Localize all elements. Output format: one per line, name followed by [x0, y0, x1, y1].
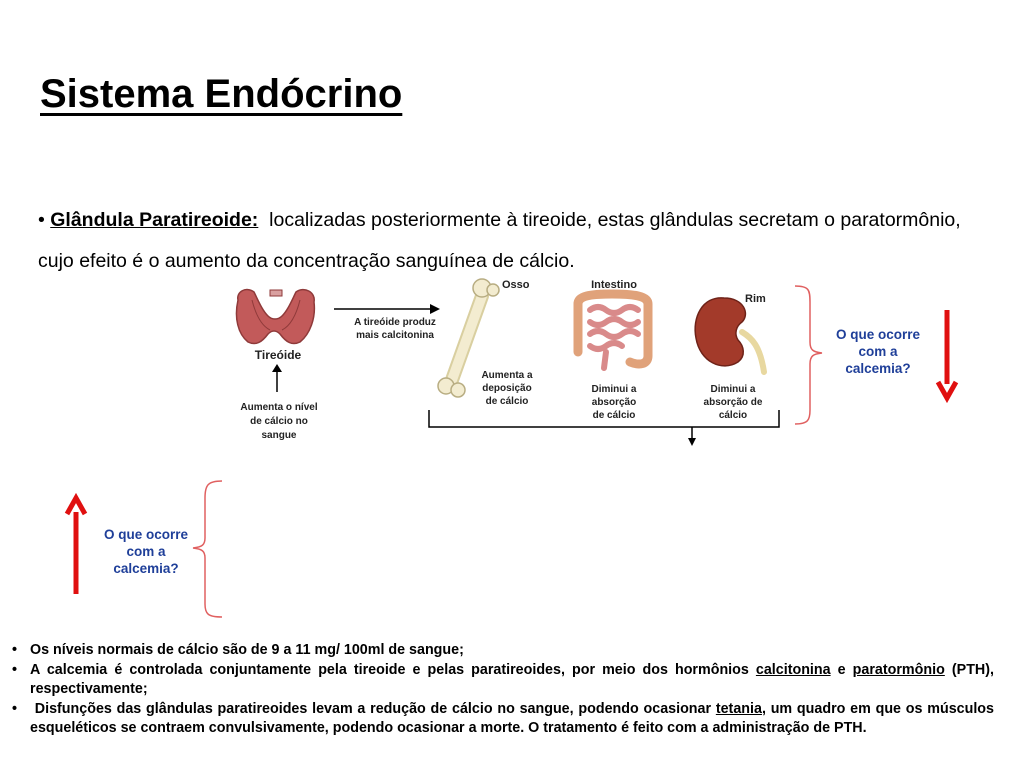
note-2-term-calcitonina: calcitonina — [755, 661, 831, 678]
thyroid-illustration — [236, 290, 314, 344]
note-2-text-a: A calcemia é controlada conjuntamente pela tireoide e pelas paratireoides, por meio dos hormônios — [30, 661, 749, 678]
intestine-effect-line-2: absorção — [591, 397, 637, 408]
note-item — [8, 661, 994, 700]
bone-label: Osso — [502, 279, 530, 291]
intestine-label: Intestino — [591, 279, 637, 291]
intestine-effect-line-1: Diminui a — [591, 384, 637, 395]
callout-left-line-1: O que ocorre — [103, 527, 189, 542]
thyroid-action-line-1: A tireóide produz — [354, 317, 436, 328]
callout-left-line-3: calcemia? — [113, 561, 179, 576]
thyroid-cause-line-3: sangue — [261, 430, 297, 441]
slide-title: Sistema Endócrino — [40, 72, 403, 116]
callout-right-line-2: com a — [858, 344, 898, 359]
note-2-and: e — [837, 661, 846, 678]
kidney-effect-line-2: absorção de — [703, 397, 763, 408]
callout-left — [86, 526, 206, 577]
callout-right-line-3: calcemia? — [845, 361, 911, 376]
kidney-label: Rim — [745, 293, 766, 305]
callout-left-line-2: com a — [126, 544, 166, 559]
intestine-effect-line-3: de cálcio — [592, 410, 636, 421]
note-3-text-b: , um quadro em que os músculos esqueléticos se contraem convulsivamente, podendo ocasionar a morte. O tratamento é feito com a administração de PTH. — [30, 700, 994, 736]
thyroid-cause-line-1: Aumenta o nível — [240, 402, 318, 413]
bone-effect-line-3: de cálcio — [485, 396, 529, 407]
notes-list — [8, 641, 994, 739]
callout-right-line-1: O que ocorre — [835, 327, 921, 342]
bone-effect-line-2: deposição — [482, 383, 532, 394]
note-item — [8, 700, 994, 739]
note-item — [8, 641, 994, 661]
callout-right — [818, 326, 938, 377]
intro-term: Glândula Paratireoide: — [50, 209, 259, 231]
note-3-term-tetania: tetania — [715, 700, 762, 717]
note-3-text-a: Disfunções das glândulas paratireoides levam a redução de cálcio no sangue, podendo ocasionar — [34, 700, 712, 717]
note-1-text: Os níveis normais de cálcio são de 9 a 11 mg/ 100ml de sangue; — [30, 642, 464, 658]
thyroid-action-line-2: mais calcitonina — [356, 330, 434, 341]
bone-effect-line-1: Aumenta a — [481, 370, 533, 381]
note-2-text-b: (PTH), respectivamente; — [30, 661, 994, 697]
intestine-illustration — [578, 294, 648, 368]
thyroid-label: Tireóide — [254, 348, 302, 362]
intro-text: localizadas posteriormente à tireoide, estas glândulas secretam o paratormônio, cujo efeito é o aumento da concentração sanguínea de cálcio. — [38, 209, 961, 272]
kidney-effect-line-1: Diminui a — [710, 384, 756, 395]
kidney-effect-line-3: cálcio — [718, 410, 748, 421]
note-2-term-paratormonio: paratormônio — [852, 661, 945, 678]
thyroid-cause-line-2: de cálcio no — [250, 416, 308, 427]
intro-bullet: • — [38, 209, 45, 231]
kidney-illustration — [695, 298, 764, 372]
